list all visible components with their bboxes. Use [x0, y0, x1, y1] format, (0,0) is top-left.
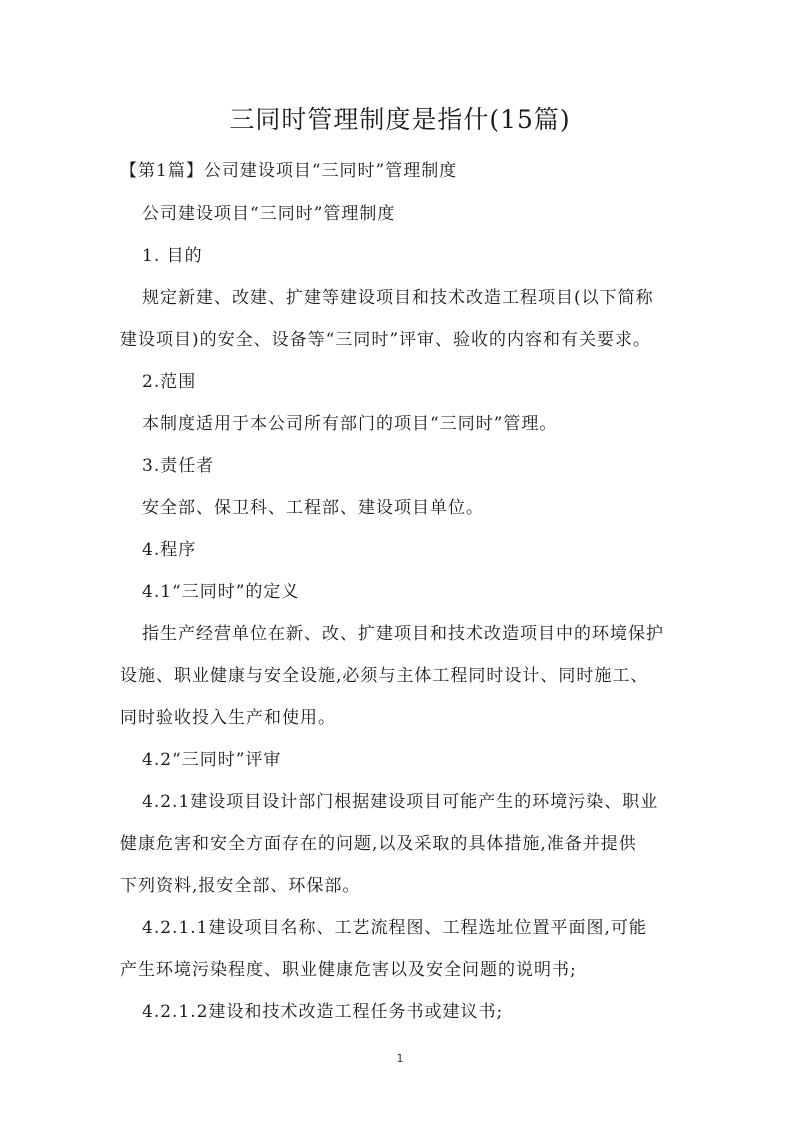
paragraph-line: 4.2.1建设项目设计部门根据建设项目可能产生的环境污染、职业 — [142, 792, 659, 812]
paragraph-line: 指生产经营单位在新、改、扩建项目和技术改造项目中的环境保护 — [142, 624, 664, 644]
section-heading-scope: 2.范围 — [142, 372, 197, 392]
paragraph-line: 下列资料,报安全部、环保部。 — [120, 876, 361, 896]
paragraph-line: 规定新建、改建、扩建等建设项目和技术改造工程项目(以下简称 — [142, 288, 654, 308]
paragraph-line: 设施、职业健康与安全设施,必须与主体工程同时设计、同时施工、 — [120, 666, 649, 686]
document-title: 三同时管理制度是指什(15篇) — [229, 105, 571, 134]
paragraph-line: 4.2.1.1建设项目名称、工艺流程图、工程选址位置平面图,可能 — [142, 918, 647, 938]
paragraph-line: 健康危害和安全方面存在的问题,以及采取的具体措施,准备并提供 — [120, 834, 637, 854]
page-number: 1 — [396, 1052, 404, 1065]
section-heading-responsible: 3.责任者 — [142, 456, 215, 476]
paragraph-line: 公司建设项目“三同时”管理制度 — [142, 204, 396, 224]
paragraph-line: 建设项目)的安全、设备等“三同时”评审、验收的内容和有关要求。 — [120, 330, 652, 350]
subsection-heading-definition: 4.1“三同时”的定义 — [142, 582, 300, 602]
paragraph-line: 本制度适用于本公司所有部门的项目“三同时”管理。 — [142, 414, 558, 434]
heading-article-1: 【第1篇】公司建设项目“三同时”管理制度 — [120, 161, 458, 181]
paragraph-line: 安全部、保卫科、工程部、建设项目单位。 — [142, 498, 484, 518]
paragraph-line: 4.2.1.2建设和技术改造工程任务书或建议书; — [142, 1002, 504, 1022]
subsection-heading-review: 4.2“三同时”评审 — [142, 750, 282, 770]
paragraph-line: 产生环境污染程度、职业健康危害以及安全问题的说明书; — [120, 960, 577, 980]
section-heading-purpose: 1. 目的 — [142, 246, 203, 266]
section-heading-procedure: 4.程序 — [142, 540, 197, 560]
paragraph-line: 同时验收投入生产和使用。 — [120, 708, 336, 728]
